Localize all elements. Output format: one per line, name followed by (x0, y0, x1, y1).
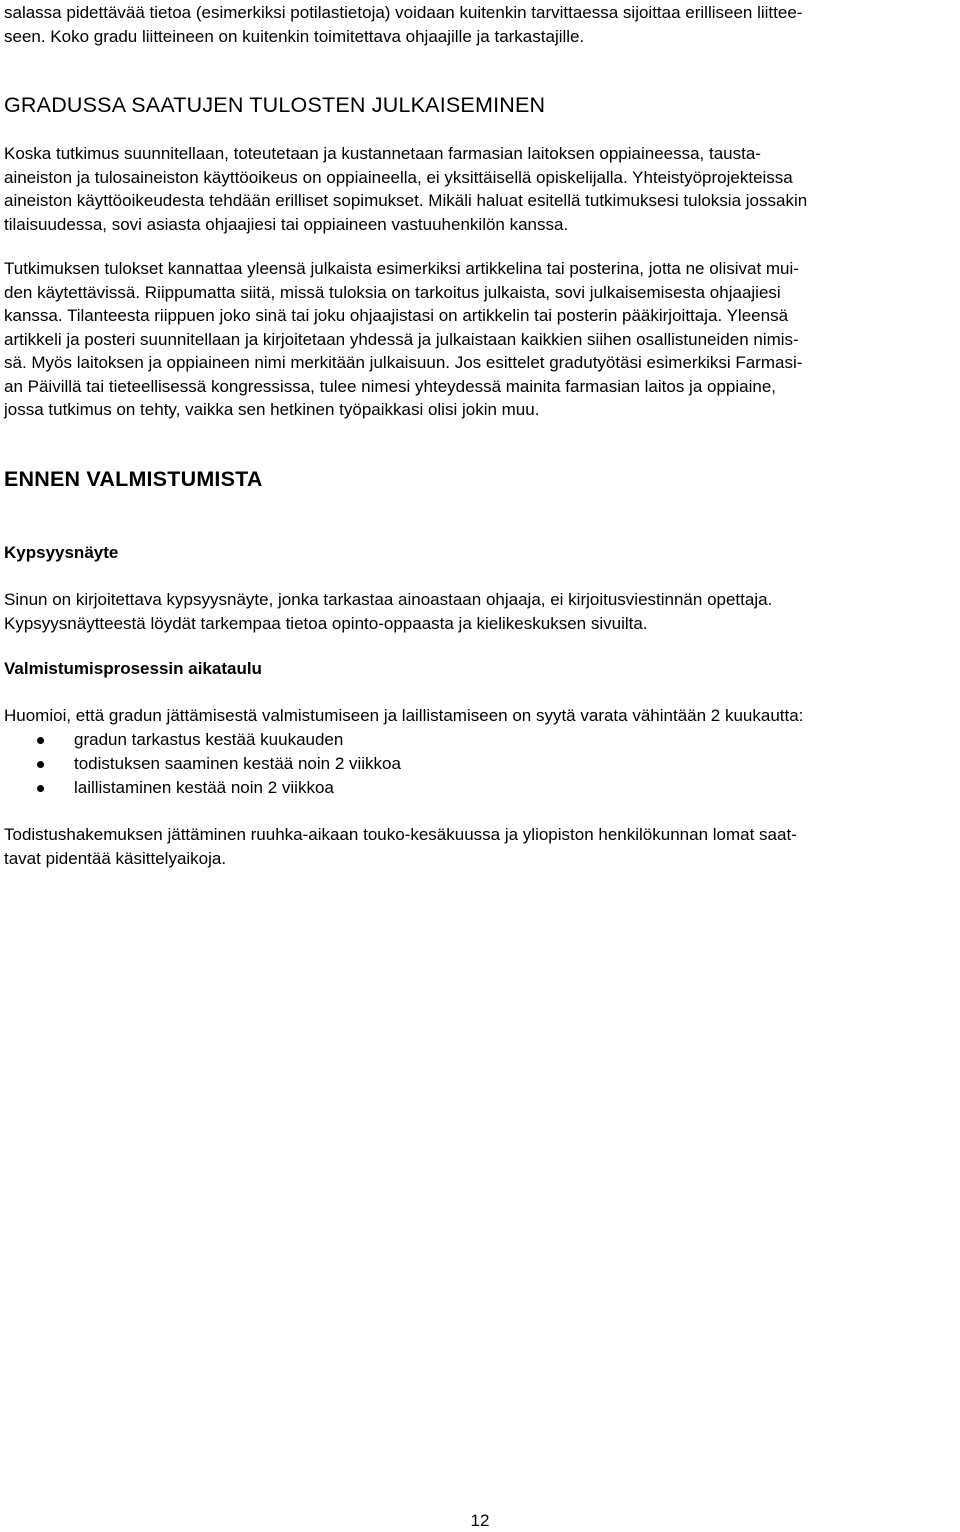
paragraph-line: Sinun on kirjoitettava kypsyysnäyte, jonka tarkastaa ainoastaan ohjaaja, ei kirjoitusviestinnän opettaja. (4, 590, 773, 609)
intro-line: salassa pidettävää tietoa (esimerkiksi potilastietoja) voidaan kuitenkin tarvittaessa sijoittaa erilliseen liittee- (4, 3, 803, 22)
schedule-lead: Huomioi, että gradun jättämisestä valmistumiseen ja laillistamiseen on syytä varata vähintään 2 kuukautta: (4, 706, 804, 725)
schedule-closing-paragraph (4, 823, 958, 870)
subheading-graduation-schedule: Valmistumisprosessin aikataulu (4, 659, 262, 678)
maturity-test-paragraph (4, 588, 958, 635)
list-item: laillistaminen kestää noin 2 viikkoa (4, 776, 958, 800)
paragraph-line: Koska tutkimus suunnitellaan, toteutetaan ja kustannetaan farmasian laitoksen oppiaineessa, tausta- (4, 144, 761, 163)
paragraph-line: artikkeli ja posteri suunnitellaan ja kirjoitetaan yhdessä ja julkaistaan kaikkien siihen osallistuneiden nimis- (4, 329, 799, 349)
schedule-bullet-list (4, 728, 958, 800)
section-title-publishing: GRADUSSA SAATUJEN TULOSTEN JULKAISEMINEN (4, 93, 546, 117)
intro-line: seen. Koko gradu liitteineen on kuitenkin toimitettava ohjaajille ja tarkastajille. (4, 26, 585, 46)
paragraph-line: jossa tutkimus on tehty, vaikka sen hetkinen työpaikkasi olisi jokin muu. (4, 400, 540, 419)
paragraph-line: Tutkimuksen tulokset kannattaa yleensä julkaista esimerkiksi artikkelina tai posterina, jotta ne olisivat mui- (4, 259, 799, 278)
paragraph-line: sä. Myös laitoksen ja oppiaineen nimi merkitään julkaisuun. Jos esittelet gradutyötäsi esimerkiksi Farmasi- (4, 353, 803, 372)
list-item: gradun tarkastus kestää kuukauden (4, 728, 958, 752)
publishing-paragraph-2 (4, 257, 958, 422)
paragraph-line: aineiston ja tulosaineiston käyttöoikeus on oppiaineella, ei yksittäisellä opiskelijalla. Yhteistyöprojekteissa (4, 167, 793, 187)
paragraph-line: kanssa. Tilanteesta riippuen joko sinä tai joku ohjaajistasi on artikkelin tai posterin pääkirjoittaja. Yleensä (4, 306, 789, 325)
paragraph-line: tilaisuudessa, sovi asiasta ohjaajiesi tai oppiaineen vastuuhenkilön kanssa. (4, 214, 569, 234)
list-item: todistuksen saaminen kestää noin 2 viikkoa (4, 752, 958, 776)
paragraph-line: tavat pidentää käsittelyaikoja. (4, 848, 227, 868)
paragraph-line: Kypsyysnäytteestä löydät tarkempaa tietoa opinto-oppaasta ja kielikeskuksen sivuilta. (4, 613, 648, 633)
publishing-paragraph-1 (4, 142, 958, 236)
subheading-maturity-test: Kypsyysnäyte (4, 543, 119, 562)
section-title-before-graduation: ENNEN VALMISTUMISTA (4, 467, 263, 491)
paragraph-line: Todistushakemuksen jättäminen ruuhka-aikaan touko-kesäkuussa ja yliopiston henkilökunnan lomat saat- (4, 825, 797, 844)
intro-paragraph (4, 1, 958, 48)
paragraph-line: an Päivillä tai tieteellisessä kongressissa, tulee nimesi yhteydessä mainita farmasian laitos ja oppiaine, (4, 376, 777, 396)
paragraph-line: aineiston käyttöoikeudesta tehdään erilliset sopimukset. Mikäli haluat esitellä tutkimuksesi tuloksia jossakin (4, 191, 808, 210)
page-number: 12 (470, 1511, 490, 1530)
paragraph-line: den käytettävissä. Riippumatta siitä, missä tuloksia on tarkoitus julkaista, sovi julkaisemisesta ohjaajiesi (4, 282, 781, 302)
